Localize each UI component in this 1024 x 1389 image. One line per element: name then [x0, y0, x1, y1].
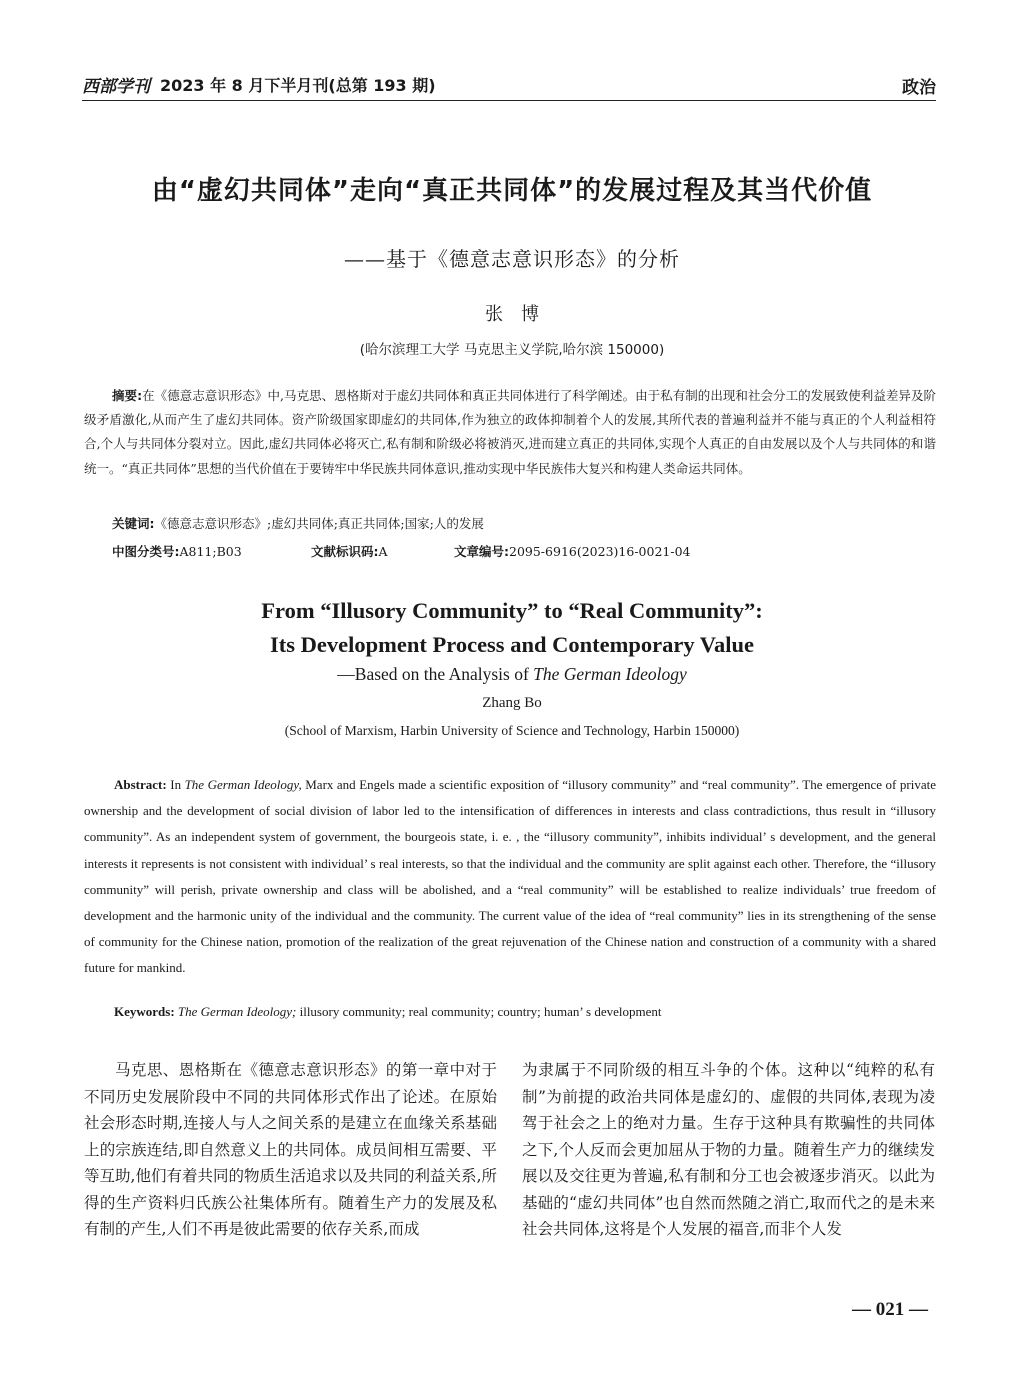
document-code: [311, 542, 388, 560]
journal-issue: 2023 年 8 月下半月刊(总第 193 期): [160, 76, 436, 95]
clc-label: 中图分类号:: [112, 544, 180, 559]
header-rule: [82, 100, 936, 101]
journal-logo: 西部学刊: [82, 77, 150, 97]
keywords-en-label: Keywords:: [114, 1004, 175, 1019]
body-column-right: 为隶属于不同阶级的相互斗争的个体。这种以“纯粹的私有制”为前提的政治共同体是虚幻的、虚假的共同体,表现为凌驾于社会之上的绝对力量。生存于这种具有欺骗性的共同体之下,个人反而会更加屈从于物的力量。随着生产力的继续发展以及交往更为普遍,私有制和分工也会被逐步消灭。以此为基础的“虚幻共同体”也自然而然随之消亡,取而代之的是未来社会共同体,这将是个人发展的福音,而非个人发: [522, 1061, 935, 1238]
author-en: Zhang Bo: [482, 695, 542, 711]
clc-value: A811;B03: [179, 544, 242, 559]
keywords-cn: [112, 514, 932, 532]
article-number-label: 文章编号:: [454, 544, 509, 559]
abstract-en-lead: In: [170, 777, 185, 792]
title-en-line-2: Its Development Process and Contemporary Value: [270, 632, 754, 657]
keywords-en-text: illusory community; real community; country; human’ s development: [296, 1004, 662, 1019]
abstract-en-text: Marx and Engels made a scientific exposition of “illusory community” and “real community”. The emergence of private ownership and the development of social division of labor led to the intensification of differences in interests and class contradictions, thus result in “illusory community”. As an independent system of government, the bourgeois state, i. e. , the “illusory community”, inhibits individual’ s development, and the general interests it represents is not consistent with individual’ s real interests, so that the individual and the community are split against each other. Therefore, the “illusory community” will perish, private ownership and class will be abolished, and a “real community” will be established to realize individuals’ true freedom of development and the harmonic unity of the individual and the community. The current value of the idea of “real community” lies in its strengthening of the sense of community for the Chinese nation, promotion of the realization of the great rejuvenation of the Chinese nation and construction of a community with a shared future for mankind.: [84, 777, 936, 976]
article-title-en: [0, 594, 1024, 662]
affiliation-en: (School of Marxism, Harbin University of Science and Technology, Harbin 150000): [284, 723, 740, 738]
title-en-line-1: From “Illusory Community” to “Real Community”:: [261, 598, 763, 623]
author-cn: 张博: [485, 304, 557, 325]
abstract-cn-label: 摘要:: [112, 388, 143, 403]
article-subtitle-cn: ——基于《德意志意识形态》的分析: [344, 247, 680, 271]
affiliation-cn: (哈尔滨理工大学 马克思主义学院,哈尔滨 150000): [359, 342, 665, 358]
document-code-label: 文献标识码:: [311, 544, 379, 559]
abstract-cn: [84, 384, 936, 481]
body-column-left: 马克思、恩格斯在《德意志意识形态》的第一章中对于不同历史发展阶段中不同的共同体形式作出了论述。在原始社会形态时期,连接人与人之间关系的是建立在血缘关系基础上的宗族连结,即自然意义上的共同体。成员间相互需要、平等互助,他们有着共同的物质生活追求以及共同的利益关系,所得的生产资料归氏族公社集体所有。随着生产力的发展及私有制的产生,人们不再是彼此需要的依存关系,而成: [84, 1061, 497, 1238]
keywords-cn-text: 《德意志意识形态》;虚幻共同体;真正共同体;国家;人的发展: [154, 516, 484, 531]
keywords-cn-label: 关键词:: [112, 516, 155, 531]
keywords-en-book: The German Ideology;: [177, 1004, 297, 1019]
article-number: [454, 542, 690, 560]
article-title-cn: 由“虚幻共同体”走向“真正共同体”的发展过程及其当代价值: [151, 176, 873, 206]
abstract-en-label: Abstract:: [114, 777, 167, 792]
keywords-en: [114, 1004, 661, 1020]
subtitle-en-book: The German Ideology: [533, 664, 687, 684]
running-header: [82, 72, 936, 100]
article-subtitle-en: [0, 664, 1024, 685]
document-code-value: A: [378, 544, 388, 559]
clc-number: [112, 542, 242, 560]
abstract-cn-text: 在《德意志意识形态》中,马克思、恩格斯对于虚幻共同体和真正共同体进行了科学阐述。由于私有制的出现和社会分工的发展致使利益差异及阶级矛盾激化,从而产生了虚幻共同体。资产阶级国家即虚幻的共同体,作为独立的政体抑制着个人的发展,其所代表的普遍利益并不能与真正的个人利益相符合,个人与共同体分裂对立。因此,虚幻共同体必将灭亡,私有制和阶级必将被消灭,进而建立真正的共同体,实现个人真正的自由发展以及个人与共同体的和谐统一。“真正共同体”思想的当代价值在于要铸牢中华民族共同体意识,推动实现中华民族伟大复兴和构建人类命运共同体。: [84, 388, 936, 476]
subtitle-en-prefix: —Based on the Analysis of: [337, 664, 534, 684]
article-number-value: 2095-6916(2023)16-0021-04: [509, 544, 691, 559]
abstract-en-book: The German Ideology,: [184, 777, 302, 792]
section-label: 政治: [902, 78, 936, 98]
page-number: — 021 —: [852, 1299, 928, 1320]
abstract-en: [84, 772, 936, 982]
